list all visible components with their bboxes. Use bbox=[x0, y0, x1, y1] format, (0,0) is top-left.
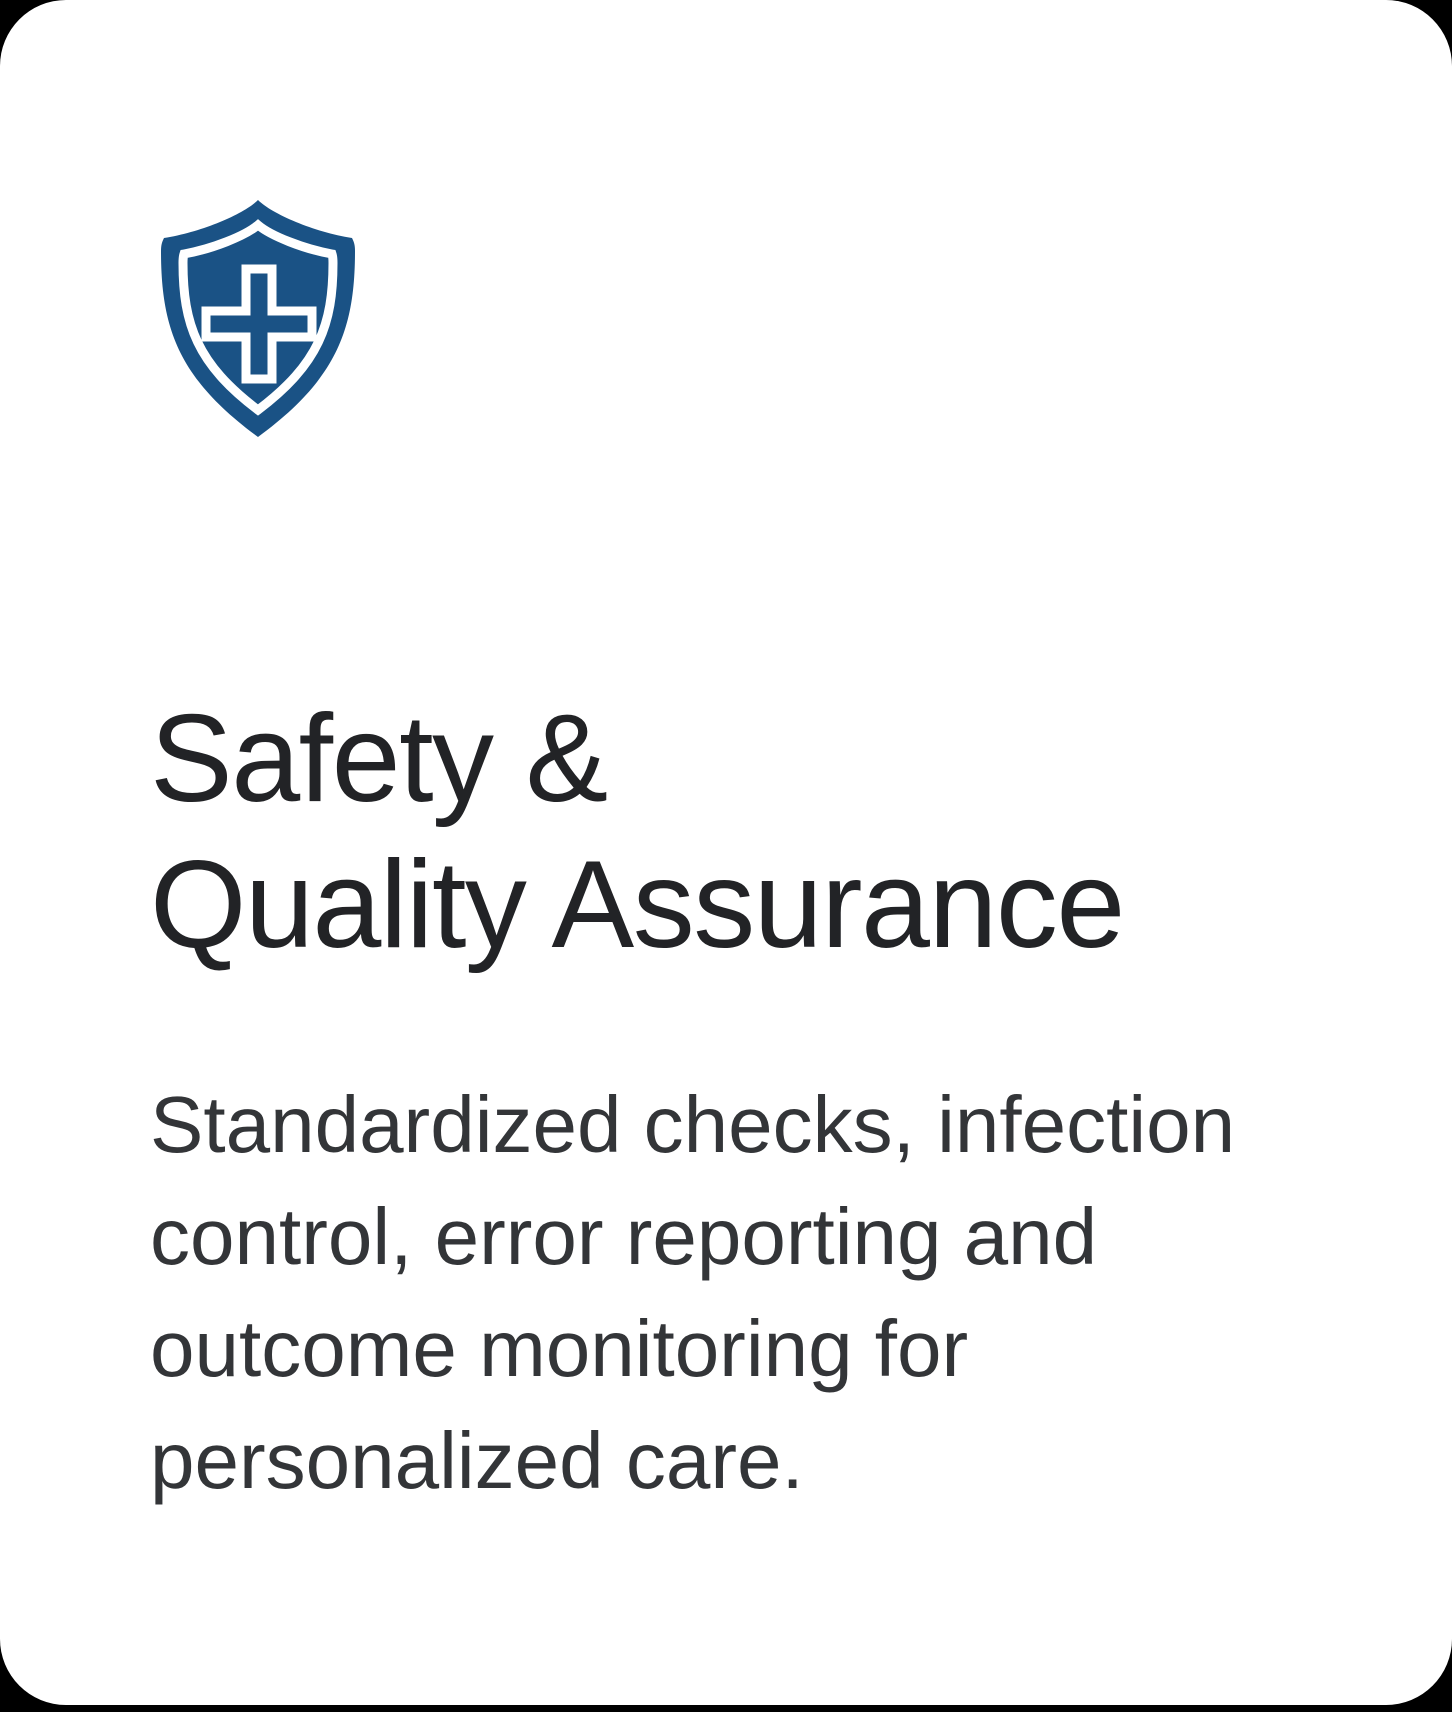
card-description-line-4: personalized care. bbox=[150, 1416, 804, 1505]
card-title-line-1: Safety & bbox=[150, 690, 607, 828]
card-title bbox=[150, 686, 1310, 978]
shield-cross-svg bbox=[158, 198, 358, 438]
card-title-line-2: Quality Assurance bbox=[150, 836, 1124, 974]
shield-cross-icon bbox=[158, 198, 358, 438]
card-description-line-3: outcome monitoring for bbox=[150, 1304, 969, 1393]
card-description-line-1: Standardized checks, infection bbox=[150, 1080, 1236, 1169]
card-description bbox=[150, 1069, 1330, 1517]
card-description-line-2: control, error reporting and bbox=[150, 1192, 1098, 1281]
